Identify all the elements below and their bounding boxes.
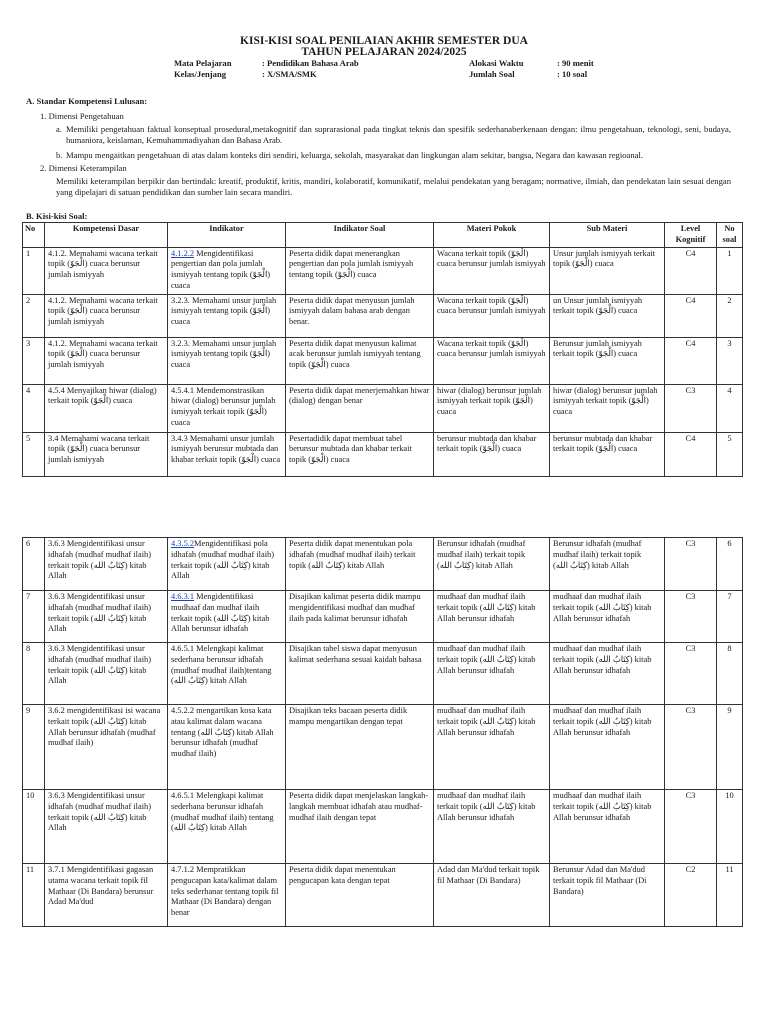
cell-no-soal: 5 <box>717 432 743 476</box>
document-title: KISI-KISI SOAL PENILAIAN AKHIR SEMESTER DUA <box>240 35 528 47</box>
cell-materi-pokok: berunsur mubtada dan khabar terkait topik (الْجَوّ) cuaca <box>434 432 550 476</box>
cell-level-kognitif: C4 <box>665 432 717 476</box>
cell-indikator-soal: Disajikan teks bacaan peserta didik mampu mengartikan dengan tepat <box>286 705 434 790</box>
cell-level-kognitif: C3 <box>665 705 717 790</box>
cell-indikator-soal: Peserta didik dapat menyusun jumlah ismiyyah dalam bahasa arab dengan benar. <box>286 294 434 337</box>
dimensi-keterampilan: 2. Dimensi Keterampilan <box>40 163 127 173</box>
cell-kompetensi-dasar: 3.6.3 Mengidentifikasi unsur idhafah (mudhaf mudhaf ilaih) terkait topik (كِتَابُ الله) kitab Allah <box>45 538 168 591</box>
cell-indikator-soal: Peserta didik dapat menentukan pengucapan kata dengan tepat <box>286 864 434 927</box>
cell-indikator: 3.2.3. Memahami unsur jumlah ismiyyah tentang topik (الْجَوّ) cuaca <box>168 294 286 337</box>
cell-no-soal: 9 <box>717 705 743 790</box>
kisi-table-2 <box>22 537 743 927</box>
cell-materi-pokok: Wacana terkait topik (الْجَوّ) cuaca berunsur jumlah ismiyyah <box>434 247 550 294</box>
jumlah-label: Jumlah Soal <box>469 69 515 79</box>
jumlah-value: : 10 soal <box>557 69 588 79</box>
header-indikator-soal: Indikator Soal <box>286 223 434 248</box>
cell-indikator: 3.2.3. Memahami unsur jumlah ismiyyah tentang topik (الْجَوّ) cuaca <box>168 337 286 384</box>
cell-materi-pokok: Wacana terkait topik (الْجَوّ) cuaca berunsur jumlah ismiyyah <box>434 294 550 337</box>
item-1b-marker: b. <box>56 150 63 160</box>
cell-no-soal: 6 <box>717 538 743 591</box>
cell-materi-pokok: Berunsur idhafah (mudhaf mudhaf ilaih) terkait topik (كِتَابُ الله) kitab Allah <box>434 538 550 591</box>
cell-kompetensi-dasar: 4.1.2. Memahami wacana terkait topik (الْجَوّ) cuaca berunsur jumlah ismiyyah <box>45 337 168 384</box>
indikator-text: Mengidentifikasi pengertian dan pola jumlah ismiyyah tentang topik (الْجَوّ) cuaca <box>171 248 271 290</box>
table-row <box>23 432 743 476</box>
cell-indikator-soal: Pesertadidik dapat membuat tabel berunsur mubtada dan khabar terkait topik (الْجَوّ) cuaca <box>286 432 434 476</box>
indikator-text: Mengidentifikasi mudhaaf dan mudhaf ilaih terkait topik (كِتَابُ الله) kitab Allah berunsur idhafah <box>171 592 270 634</box>
cell-level-kognitif: C4 <box>665 337 717 384</box>
table-row <box>23 864 743 927</box>
cell-indikator: 4.6.5.1 Melengkapi kalimat sederhana berunsur idhafah (mudhaf mudhaf ilaih) tentang (كِتَابُ الله) kitab Allah <box>168 790 286 864</box>
item-2-text: Memiliki keterampilan berpikir dan bertindak: kreatif, produktif, kritis, mandiri, kolaboratif, komunikatif, melalui pendekatan yang beragam; normative, ilmiah, dan pendekatan lain sesuai dengan yang dipelajari di satuan pendidikan dan sumber lain secara mandiri. <box>56 176 731 197</box>
header-no-soal: No soal <box>717 223 743 248</box>
cell-materi-pokok: mudhaaf dan mudhaf ilaih terkait topik (كِتَابُ الله) kitab Allah berunsur idhafah <box>434 790 550 864</box>
indikator-text: Mengidentifikasi pola idhafah (mudhaf mudhaf ilaih) terkait topik (كِتَابُ الله) kitab Allah <box>171 539 275 581</box>
table-row <box>23 643 743 705</box>
table-row <box>23 591 743 643</box>
table-row <box>23 538 743 591</box>
cell-no: 6 <box>23 538 45 591</box>
header-no: No <box>23 223 45 248</box>
table-row <box>23 705 743 790</box>
cell-indikator <box>168 538 286 591</box>
cell-sub-materi: mudhaaf dan mudhaf ilaih terkait topik (كِتَابُ الله) kitab Allah berunsur idhafah <box>550 591 665 643</box>
cell-indikator: 3.4.3 Memahami unsur jumlah ismiyyah berunsur mubtada dan khabar terkait topik (الْجَوّ) cuaca <box>168 432 286 476</box>
cell-no: 5 <box>23 432 45 476</box>
cell-level-kognitif: C3 <box>665 591 717 643</box>
cell-sub-materi: mudhaaf dan mudhaf ilaih terkait topik (كِتَابُ الله) kitab Allah berunsur idhafah <box>550 643 665 705</box>
header-materi-pokok: Materi Pokok <box>434 223 550 248</box>
document-subtitle: TAHUN PELAJARAN 2024/2025 <box>301 46 467 58</box>
cell-indikator-soal: Peserta didik dapat menentukan pola idhafah (mudhaf mudhaf ilaih) terkait topik (كِتَابُ الله) kitab Allah <box>286 538 434 591</box>
cell-no: 11 <box>23 864 45 927</box>
table-row <box>23 247 743 294</box>
cell-sub-materi: Berunsur Adad dan Ma'dud terkait topik fil Mathaar (Di Bandara) <box>550 864 665 927</box>
cell-no-soal: 2 <box>717 294 743 337</box>
cell-indikator-soal: Peserta didik dapat menerjemahkan hiwar (dialog) dengan benar <box>286 384 434 432</box>
cell-materi-pokok: hiwar (dialog) berunsur jumlah ismiyyah terkait topik (الْجَوّ) cuaca <box>434 384 550 432</box>
cell-indikator <box>168 591 286 643</box>
cell-kompetensi-dasar: 3.6.3 Mengidentifikasi unsur idhafah (mudhaf mudhaf ilaih) terkait topik (كِتَابُ الله) kitab Allah <box>45 643 168 705</box>
cell-sub-materi: mudhaaf dan mudhaf ilaih terkait topik (كِتَابُ الله) kitab Allah berunsur idhafah <box>550 790 665 864</box>
cell-kompetensi-dasar: 4.5.4 Menyajikan hiwar (dialog) terkait topik (الْجَوّ) cuaca <box>45 384 168 432</box>
cell-kompetensi-dasar: 3.6.3 Mengidentifikasi unsur idhafah (mudhaf mudhaf ilaih) terkait topik (كِتَابُ الله) kitab Allah <box>45 591 168 643</box>
cell-materi-pokok: mudhaaf dan mudhaf ilaih terkait topik (كِتَابُ الله) kitab Allah berunsur idhafah <box>434 591 550 643</box>
item-1a-marker: a. <box>56 124 62 134</box>
cell-kompetensi-dasar: 3.6.3 Mengidentifikasi unsur idhafah (mudhaf mudhaf ilaih) terkait topik (كِتَابُ الله) kitab Allah <box>45 790 168 864</box>
mapel-value: : Pendidikan Bahasa Arab <box>262 58 359 68</box>
table-row <box>23 337 743 384</box>
indikator-code-link[interactable]: 4.3.5.2 <box>171 539 195 548</box>
cell-level-kognitif: C3 <box>665 538 717 591</box>
section-a-heading: A. Standar Kompetensi Lulusan: <box>26 96 148 106</box>
cell-materi-pokok: Wacana terkait topik (الْجَوّ) cuaca berunsur jumlah ismiyyah <box>434 337 550 384</box>
cell-level-kognitif: C3 <box>665 384 717 432</box>
cell-indikator: 4.7.1.2 Mempratikkan pengucapan kata/kalimat dalam teks sederhanar tentang topik fil Mathaar (Di Bandara) dengan benar <box>168 864 286 927</box>
cell-level-kognitif: C2 <box>665 864 717 927</box>
cell-kompetensi-dasar: 4.1.2. Memahami wacana terkait topik (الْجَوّ) cuaca berunsur jumlah ismiyyah <box>45 247 168 294</box>
header-kompetensi-dasar: Kompetensi Dasar <box>45 223 168 248</box>
cell-materi-pokok: mudhaaf dan mudhaf ilaih terkait topik (كِتَابُ الله) kitab Allah berunsur idhafah <box>434 705 550 790</box>
header-indikator: Indikator <box>168 223 286 248</box>
alokasi-label: Alokasi Waktu <box>469 58 524 68</box>
cell-sub-materi: berunsur mubtada dan khabar terkait topik (الْجَوّ) cuaca <box>550 432 665 476</box>
cell-materi-pokok: Adad dan Ma'dud terkait topik fil Mathaar (Di Bandara) <box>434 864 550 927</box>
cell-kompetensi-dasar: 3.6.2 mengidentifikasi isi wacana terkait topik (كِتَابُ الله) kitab Allah berunsur idhafah (mudhaf mudhaf ilaih) <box>45 705 168 790</box>
table-row <box>23 294 743 337</box>
cell-no-soal: 11 <box>717 864 743 927</box>
cell-no: 4 <box>23 384 45 432</box>
cell-no-soal: 1 <box>717 247 743 294</box>
cell-level-kognitif: C4 <box>665 294 717 337</box>
cell-sub-materi: Unsur jumlah ismiyyah terkait topik (الْجَوّ) cuaca <box>550 247 665 294</box>
cell-indikator-soal: Peserta didik dapat menerangkan pengertian dan pola jumlah ismiyyah tentang topik (الْجَوّ) cuaca <box>286 247 434 294</box>
cell-no: 1 <box>23 247 45 294</box>
header-level-kognitif: Level Kognitif <box>665 223 717 248</box>
cell-indikator-soal: Disajikan kalimat peserta didik mampu mengidentifikasi mudhaf dan mudhaf ilaih pada kalimat berunsur idhafah <box>286 591 434 643</box>
item-1b-text: Mampu mengaitkan pengetahuan di atas dalam konteks diri sendiri, keluarga, sekolah, masyarakat dan lingkungan alam sekitar, bangsa, Negara dan kawasan regioanal. <box>66 150 643 160</box>
table-row <box>23 790 743 864</box>
cell-level-kognitif: C4 <box>665 247 717 294</box>
indikator-code-link[interactable]: 4.6.3.1 <box>171 592 195 601</box>
cell-level-kognitif: C3 <box>665 643 717 705</box>
table-row <box>23 384 743 432</box>
cell-no-soal: 7 <box>717 591 743 643</box>
cell-sub-materi: mudhaaf dan mudhaf ilaih terkait topik (كِتَابُ الله) kitab Allah berunsur idhafah <box>550 705 665 790</box>
cell-kompetensi-dasar: 3.4 Memahami wacana terkait topik (الْجَوّ) cuaca berunsur jumlah ismiyyah <box>45 432 168 476</box>
cell-kompetensi-dasar: 3.7.1 Mengidentifikasi gagasan utama wacana terkait topik fil Mathaar (Di Bandara) berunsur Adad Ma'dud <box>45 864 168 927</box>
cell-indikator: 4.5.4.1 Mendemonstrasikan hiwar (dialog) berunsur jumlah ismiyyah terkait topik (الْجَوّ) cuaca <box>168 384 286 432</box>
kelas-label: Kelas/Jenjang <box>174 69 227 79</box>
cell-level-kognitif: C3 <box>665 790 717 864</box>
cell-indikator-soal: Disajikan tabel siswa dapat menyusun kalimat sederhana sesuai kaidah bahasa <box>286 643 434 705</box>
cell-no: 3 <box>23 337 45 384</box>
dimensi-pengetahuan: 1. Dimensi Pengetahuan <box>40 111 124 121</box>
cell-sub-materi: Berunsur jumlah ismiyyah terkait topik (الْجَوّ) cuaca <box>550 337 665 384</box>
table-header-row <box>23 223 743 248</box>
cell-kompetensi-dasar: 4.1.2. Memahami wacana terkait topik (الْجَوّ) cuaca berunsur jumlah ismiyyah <box>45 294 168 337</box>
indikator-code-link[interactable]: 4.1.2.2 <box>171 248 195 258</box>
kisi-table-1 <box>22 222 743 477</box>
cell-sub-materi: un Unsur jumlah ismiyyah terkait topik (الْجَوّ) cuaca <box>550 294 665 337</box>
kelas-value: : X/SMA/SMK <box>262 69 317 79</box>
cell-sub-materi: Berunsur idhafah (mudhaf mudhaf ilaih) terkait topik (كِتَابُ الله) kitab Allah <box>550 538 665 591</box>
cell-indikator-soal: Peserta didik dapat menjelaskan langkah-langkah membuat idhafah atau mudhaf-mudhaf ilaih dengan tepat <box>286 790 434 864</box>
cell-no-soal: 4 <box>717 384 743 432</box>
cell-materi-pokok: mudhaaf dan mudhaf ilaih terkait topik (كِتَابُ الله) kitab Allah berunsur idhafah <box>434 643 550 705</box>
cell-no: 9 <box>23 705 45 790</box>
cell-sub-materi: hiwar (dialog) berunsur jumlah ismiyyah terkait topik (الْجَوّ) cuaca <box>550 384 665 432</box>
cell-no-soal: 8 <box>717 643 743 705</box>
section-b-heading: B. Kisi-kisi Soal: <box>26 211 88 221</box>
cell-no-soal: 10 <box>717 790 743 864</box>
alokasi-value: : 90 menit <box>557 58 594 68</box>
cell-no: 7 <box>23 591 45 643</box>
cell-no-soal: 3 <box>717 337 743 384</box>
cell-indikator: 4.6.5.1 Melengkapi kalimat sederhana berunsur idhafah (mudhaf mudhaf ilaih)tentang (كِتَابُ الله) kitab Allah <box>168 643 286 705</box>
cell-indikator-soal: Peserta didik dapat menyusun kalimat acak berunsur jumlah ismiyyah tentang topik (الْجَوّ) cuaca <box>286 337 434 384</box>
cell-indikator <box>168 247 286 294</box>
cell-no: 10 <box>23 790 45 864</box>
cell-no: 8 <box>23 643 45 705</box>
header-sub-materi: Sub Materi <box>550 223 665 248</box>
item-1a-text: Memiliki pengetahuan faktual konseptual prosedural,metakognitif dan suprarasional pada tingkat teknis dan spesifik sederhanaberkenaan dengan: ilmu pengetahuan, teknologi, seni, budaya, humaniora, keislaman, Kemuhammadiyahan dan Bahasa Arab. <box>66 124 731 145</box>
cell-no: 2 <box>23 294 45 337</box>
mapel-label: Mata Pelajaran <box>174 58 232 68</box>
cell-indikator: 4.5.2.2 mengartikan kosa kata atau kalimat dalam wacana tentang (كِتَابُ الله) kitab Allah berunsur idhafah (mudhaf mudhaf ilaih) <box>168 705 286 790</box>
